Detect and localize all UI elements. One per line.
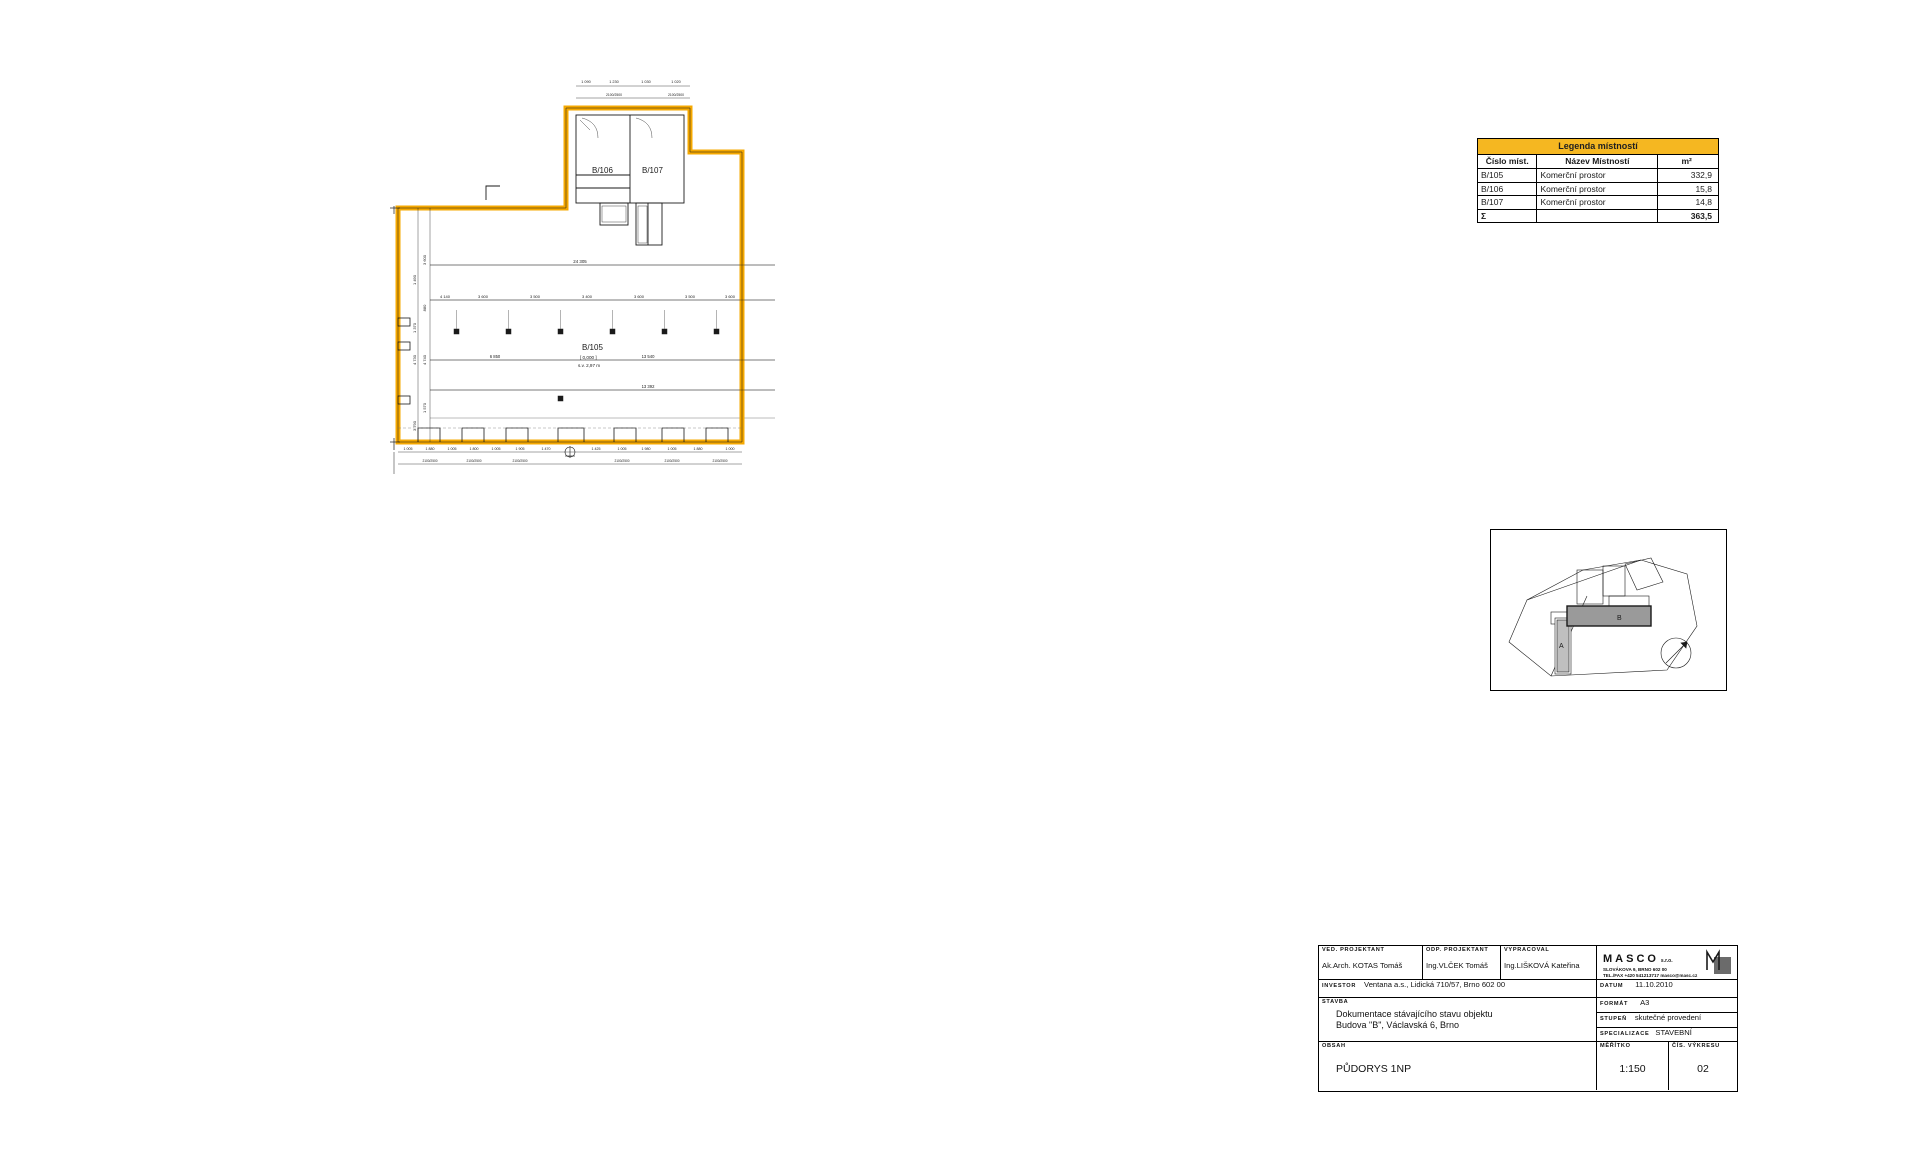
role-value-ved-projektant: Ak.Arch. KOTAS Tomáš (1322, 961, 1403, 971)
company-logo-cell (1597, 946, 1737, 980)
dim-v-5: 4 740 (422, 354, 427, 366)
company-address-line1: SLOVÁKOVA 9, BRNO 602 00 (1603, 967, 1667, 972)
company-suffix: s.r.o. (1660, 958, 1673, 964)
dim-bot-sub-5: 2100/2500 (664, 459, 680, 463)
legend-header-row (1478, 155, 1719, 169)
role-value-odp-projektant: Ing.VLČEK Tomáš (1426, 961, 1488, 971)
dim-bot-11: 1 005 (667, 447, 677, 451)
stavba-label: STAVBA (1322, 999, 1349, 1005)
title-block (1318, 945, 1738, 1092)
role-label-odp-projektant: ODP. PROJEKTANT (1426, 947, 1489, 953)
dim-h3-2: 13 540 (641, 354, 655, 359)
dim-h2-1: 4 140 (439, 294, 451, 299)
dim-bot-9: 1 005 (617, 447, 627, 451)
dim-bot-sub-4: 2100/2500 (614, 459, 630, 463)
obsah-value: PŮDORYS 1NP (1336, 1063, 1412, 1076)
room-level-b105: [ 0,000 ] (580, 355, 597, 360)
keyplan-label-b: B (1617, 615, 1622, 622)
table-row (1478, 168, 1719, 182)
dim-top-3: 1 030 (641, 80, 651, 84)
dim-bot-7: 1 470 (541, 447, 551, 451)
legend-row-1-number: B/106 (1478, 182, 1537, 196)
dim-v-3: 880 (422, 304, 427, 312)
role-cell-odp-projektant (1423, 946, 1501, 980)
dim-bot-3: 1 005 (447, 447, 457, 451)
dim-bot-1: 1 005 (403, 447, 413, 451)
key-plan-box (1490, 529, 1727, 691)
specializace-label: SPECIALIZACE (1600, 1031, 1650, 1037)
stupen-value: skutečné provedení (1634, 1013, 1702, 1022)
dim-top-sub-2: 2100/2500 (667, 93, 685, 97)
dim-h2-7: 3 600 (724, 294, 736, 299)
role-value-vypracoval: Ing.LIŠKOVÁ Kateřina (1504, 961, 1580, 971)
company-name: MASCO (1603, 953, 1659, 965)
legend-row-1-area: 15,8 (1658, 182, 1719, 196)
datum-value: 11.10.2010 (1635, 980, 1673, 989)
legend-title-row (1478, 139, 1719, 155)
legend-row-2-number: B/107 (1478, 196, 1537, 210)
legend-sum-blank (1537, 209, 1658, 223)
dim-bot-sub-1: 2100/2500 (422, 459, 438, 463)
meritko-label: MĚŘÍTKO (1600, 1043, 1631, 1049)
dim-top-4: 1 020 (671, 80, 681, 84)
specializace-cell (1597, 1028, 1737, 1042)
dim-bot-6: 1 905 (515, 447, 525, 451)
legend-sum-value: 363,5 (1658, 209, 1719, 223)
investor-label: INVESTOR (1322, 983, 1357, 989)
dim-bot-2: 1 880 (425, 447, 435, 451)
specializace-value: STAVEBNÍ (1655, 1028, 1692, 1037)
dim-main-horizontal: 24 305 (573, 259, 587, 264)
dim-bot-4: 1 800 (469, 447, 479, 451)
legend-row-2-area: 14,8 (1658, 196, 1719, 210)
stavba-line2: Budova "B", Václavská 6, Brno (1336, 1019, 1459, 1030)
dim-h2-2: 3 600 (477, 294, 489, 299)
dim-bot-8: 1 425 (591, 447, 601, 451)
stavba-cell (1319, 998, 1597, 1042)
dim-v-4: 1 370 (412, 322, 417, 334)
dim-h3-1: 6 850 (489, 354, 501, 359)
dim-bot-5: 1 005 (491, 447, 501, 451)
room-height-b105: s.v. 2,97 m (578, 363, 601, 368)
format-value: A3 (1640, 998, 1650, 1007)
datum-cell (1597, 980, 1737, 998)
dim-h2-3: 3 500 (529, 294, 541, 299)
role-cell-vypracoval (1501, 946, 1597, 980)
dim-h2-4: 3 400 (581, 294, 593, 299)
stupen-label: STUPEŇ (1600, 1016, 1627, 1022)
legend-sum-symbol: Σ (1478, 209, 1537, 223)
dim-bot-sub-3: 2100/2500 (512, 459, 528, 463)
room-label-b106: B/106 (592, 166, 613, 175)
dim-v-8: 3 790 (412, 420, 417, 432)
room-label-b105: B/105 (582, 343, 603, 352)
role-label-vypracoval: VYPRACOVAL (1504, 947, 1550, 953)
room-label-b107: B/107 (642, 166, 663, 175)
stupen-cell (1597, 1013, 1737, 1028)
stavba-line1: Dokumentace stávajícího stavu objektu (1336, 1009, 1493, 1020)
masco-mark-icon (1705, 948, 1733, 976)
legend-header-number: Číslo míst. (1478, 155, 1537, 169)
legend-header-name: Název Místností (1537, 155, 1658, 169)
obsah-cell (1319, 1042, 1597, 1090)
keyplan-label-a: A (1559, 643, 1564, 650)
dim-bot-10: 1 980 (641, 447, 651, 451)
dim-bot-sub-6: 2100/2500 (712, 459, 728, 463)
room-legend-table (1477, 138, 1719, 223)
legend-header-area: m² (1658, 155, 1719, 169)
legend-row-2-name: Komerční prostor (1537, 196, 1658, 210)
investor-cell (1319, 980, 1597, 998)
obsah-label: OBSAH (1322, 1043, 1346, 1049)
dim-v-2: 1 490 (412, 274, 417, 286)
dim-v-6: 4 730 (412, 354, 417, 366)
dim-top-2: 1 230 (609, 80, 619, 84)
cislo-value: 02 (1697, 1063, 1709, 1076)
dim-h2-6: 3 500 (684, 294, 696, 299)
table-row (1478, 196, 1719, 210)
dim-bot-sub-2: 2100/2500 (466, 459, 482, 463)
legend-row-1-name: Komerční prostor (1537, 182, 1658, 196)
dim-bot-12: 1 880 (693, 447, 703, 451)
legend-title: Legenda místností (1478, 139, 1719, 155)
table-row (1478, 182, 1719, 196)
company-address-line2: TEL./FAX +420 541213717 masco@masc.cz (1603, 972, 1698, 978)
dim-h4-1: 13 392 (641, 384, 655, 389)
legend-row-0-area: 332,9 (1658, 168, 1719, 182)
legend-row-0-name: Komerční prostor (1537, 168, 1658, 182)
format-label: FORMÁT (1600, 1001, 1629, 1007)
dim-h2-5: 3 600 (633, 294, 645, 299)
legend-sum-row (1478, 209, 1719, 223)
legend-row-0-number: B/105 (1478, 168, 1537, 182)
role-label-ved-projektant: VED. PROJEKTANT (1322, 947, 1385, 953)
role-cell-ved-projektant (1319, 946, 1423, 980)
floor-plan (390, 60, 950, 480)
dim-top-1: 1 090 (581, 80, 591, 84)
dim-v-1: 3 600 (422, 254, 427, 266)
dim-bot-13: 1 000 (725, 447, 735, 451)
dim-top-sub-1: 2100/2500 (605, 93, 623, 97)
investor-value: Ventana a.s., Lidická 710/57, Brno 602 00 (1364, 980, 1506, 989)
datum-label: DATUM (1600, 983, 1624, 989)
cislo-label: ČÍS. VÝKRESU (1672, 1043, 1720, 1049)
format-cell (1597, 998, 1737, 1013)
dim-v-7: 1 570 (422, 402, 427, 414)
meritko-value: 1:150 (1619, 1063, 1646, 1076)
meritko-cell (1597, 1042, 1669, 1090)
cislo-vykresu-cell (1669, 1042, 1737, 1090)
